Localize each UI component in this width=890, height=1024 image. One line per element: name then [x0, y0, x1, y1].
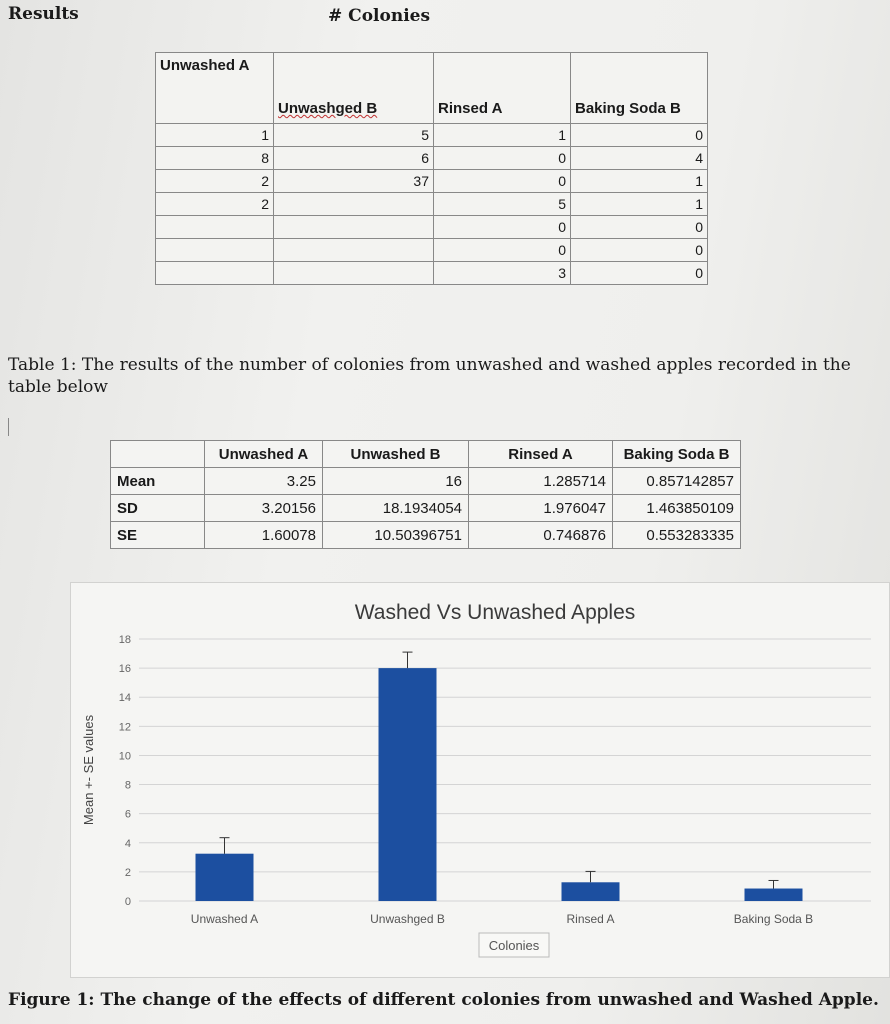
colonies-heading: # Colonies [328, 6, 431, 26]
bar-chart [71, 583, 889, 977]
raw-header-rinsed-a: Rinsed A [434, 53, 571, 124]
table-cell: 0 [434, 216, 571, 239]
table-cell: 4 [571, 147, 708, 170]
table-cell: 10.50396751 [323, 522, 469, 549]
y-tick-label: 8 [124, 779, 131, 792]
text-cursor [8, 418, 9, 436]
stats-row-label: SE [111, 522, 205, 549]
raw-header-unwashed-b-text: Unwashged B [278, 100, 378, 117]
stats-header-baking-soda-b: Baking Soda B [613, 441, 741, 468]
table-cell: 37 [274, 170, 434, 193]
stats-header-unwashed-b: Unwashed B [323, 441, 469, 468]
y-tick-label: 12 [118, 721, 131, 734]
table-cell: 3.25 [205, 468, 323, 495]
x-tick-label: Baking Soda B [733, 912, 814, 926]
x-axis-label: Colonies [488, 938, 540, 953]
table-cell: 0 [434, 170, 571, 193]
chart-title: Washed Vs Unwashed Apples [354, 601, 636, 624]
table-cell: 1.976047 [469, 495, 613, 522]
table-cell: 1 [434, 124, 571, 147]
raw-header-unwashed-b [274, 53, 434, 124]
y-axis-label: Mean +- SE values [81, 714, 96, 826]
stats-row-sd [111, 495, 741, 522]
table-row [156, 239, 708, 262]
raw-data-table [155, 52, 708, 285]
table-row [156, 193, 708, 216]
chart-container [70, 582, 890, 978]
stats-row-label: Mean [111, 468, 205, 495]
table-cell [274, 193, 434, 216]
table-cell: 0 [434, 239, 571, 262]
table-cell: 0 [434, 147, 571, 170]
table-cell: 1.463850109 [613, 495, 741, 522]
table-cell: 3.20156 [205, 495, 323, 522]
table-row [156, 216, 708, 239]
x-tick-label: Rinsed A [566, 912, 615, 926]
stats-row-mean [111, 468, 741, 495]
stats-header-rinsed-a: Rinsed A [469, 441, 613, 468]
stats-row-label: SD [111, 495, 205, 522]
table-cell: 6 [274, 147, 434, 170]
table-cell [274, 262, 434, 285]
table-cell: 2 [156, 193, 274, 216]
table-cell: 0 [571, 216, 708, 239]
table-row [156, 147, 708, 170]
table-row [156, 262, 708, 285]
table-cell: 2 [156, 170, 274, 193]
x-tick-label: Unwashed A [190, 912, 259, 926]
table-cell [156, 239, 274, 262]
table-cell: 18.1934054 [323, 495, 469, 522]
table-cell: 16 [323, 468, 469, 495]
table-caption: Table 1: The results of the number of colonies from unwashed and washed apples recorded in the table below [8, 355, 851, 397]
table-cell: 1.60078 [205, 522, 323, 549]
bar [196, 854, 254, 901]
table-row [156, 124, 708, 147]
y-tick-label: 18 [118, 634, 131, 646]
table-cell: 1.285714 [469, 468, 613, 495]
table-cell: 0 [571, 262, 708, 285]
stats-table [110, 440, 741, 549]
results-heading: Results [8, 4, 79, 24]
stats-header-row [111, 441, 741, 468]
raw-header-baking-soda-b: Baking Soda B [571, 53, 708, 124]
table-cell: 3 [434, 262, 571, 285]
raw-header-unwashed-a: Unwashed A [156, 53, 274, 124]
y-tick-label: 4 [124, 837, 131, 850]
table-cell: 1 [571, 170, 708, 193]
table-cell [274, 239, 434, 262]
table-cell [274, 216, 434, 239]
table-cell: 1 [571, 193, 708, 216]
y-tick-label: 0 [124, 896, 131, 908]
y-tick-label: 2 [124, 866, 131, 879]
bar [745, 889, 803, 901]
bar [379, 668, 437, 901]
bar [562, 882, 620, 901]
table-cell [156, 262, 274, 285]
table-cell: 0.746876 [469, 522, 613, 549]
table-cell: 8 [156, 147, 274, 170]
figure-caption: Figure 1: The change of the effects of different colonies from unwashed and Washed Apple. [8, 990, 879, 1010]
table-cell: 0 [571, 239, 708, 262]
x-tick-label: Unwashged B [370, 912, 445, 926]
table-row [156, 170, 708, 193]
y-tick-label: 6 [124, 808, 131, 821]
stats-row-se [111, 522, 741, 549]
table-cell: 5 [274, 124, 434, 147]
table-cell: 0.857142857 [613, 468, 741, 495]
table-cell: 0 [571, 124, 708, 147]
raw-table-header-row [156, 53, 708, 124]
y-tick-label: 14 [118, 692, 131, 705]
stats-header-blank [111, 441, 205, 468]
y-tick-label: 10 [118, 750, 131, 763]
stats-header-unwashed-a: Unwashed A [205, 441, 323, 468]
table-cell [156, 216, 274, 239]
table-cell: 0.553283335 [613, 522, 741, 549]
table-cell: 5 [434, 193, 571, 216]
y-tick-label: 16 [118, 663, 131, 676]
table-cell: 1 [156, 124, 274, 147]
